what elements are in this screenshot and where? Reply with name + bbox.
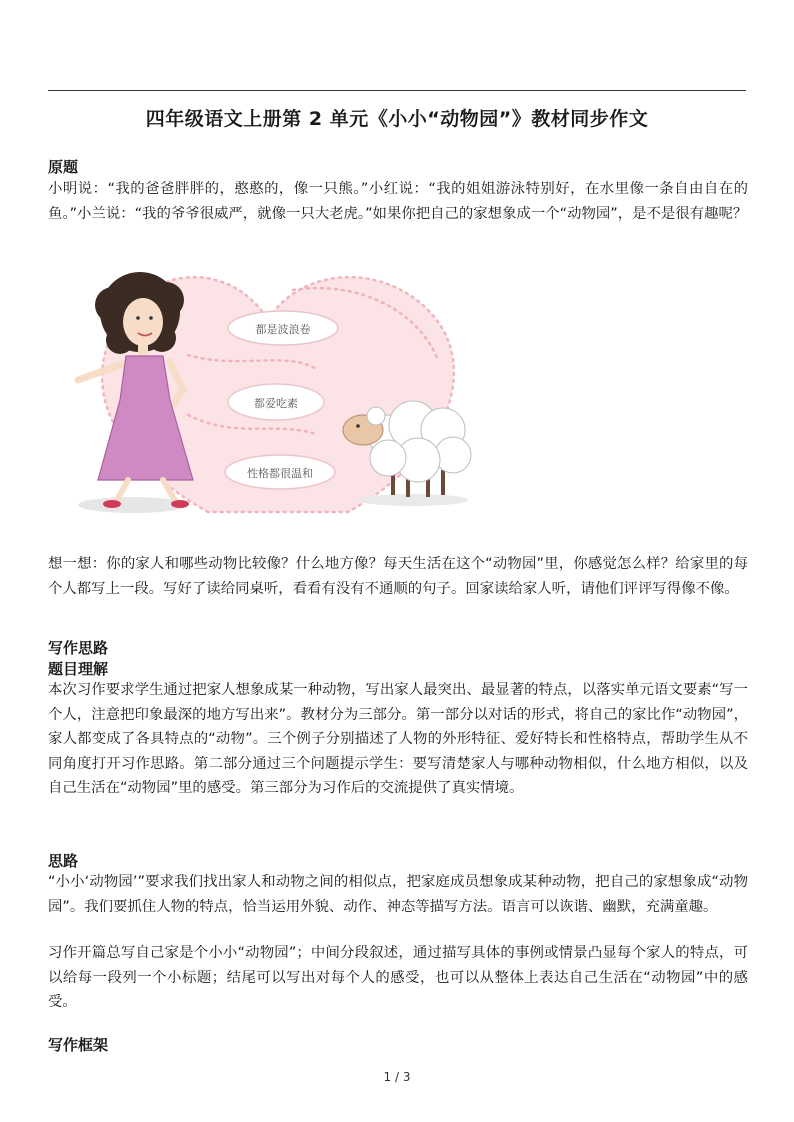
- illustration-label: 都爱吃素: [254, 397, 298, 410]
- approach-text-1: “小小‘动物园’”要求我们找出家人和动物之间的相似点，把家庭成员想象成某种动物，把自己的家想象成“动物园”。我们要抓住人物的特点，恰当运用外貌、动作、神态等描写方法。语言可以诙谐、幽默，充满童趣。: [48, 874, 748, 915]
- think-text: 想一想：你的家人和哪些动物比较像？什么地方像？每天生活在这个“动物园”里，你感觉怎么样？给家里的每个人都写上一段。写好了读给同桌听，看看有没有不通顺的句子。回家读给家人听，请他们评评写得像不像。: [48, 556, 748, 597]
- top-rule: [48, 90, 746, 91]
- label-bubble-gentle: [225, 455, 335, 489]
- approach-heading: 思路: [48, 852, 79, 870]
- topic-understanding-text: 本次习作要求学生通过把家人想象成某一种动物，写出家人最突出、最显著的特点，以落实单元语文要素“写一个人，注意把印象最深的地方写出来”。教材分为三部分。第一部分以对话的形式，将自己的家比作“动物园”，家人都变成了各具特点的“动物”。三个例子分别描述了人物的外形特征、爱好特长和性格特点，帮助学生从不同角度打开习作思路。第二部分通过三个问题提示学生：要写清楚家人与哪种动物相似，什么地方相似，以及自己生活在“动物园”里的感受。第三部分为习作后的交流提供了真实情境。: [48, 682, 748, 796]
- original-heading: 原题: [48, 158, 79, 176]
- framework-heading: 写作框架: [48, 1036, 109, 1054]
- approach-text-2: 习作开篇总写自己家是个小小“动物园”；中间分段叙述，通过描写具体的事例或情景凸显每个家人的特点，可以给每一段列一个小标题；结尾可以写出对每个人的感受，也可以从整体上表达自己生活在“动物园”中的感受。: [48, 945, 748, 1010]
- page-number: 1 / 3: [383, 1070, 411, 1084]
- illustration-label: 性格都很温和: [247, 467, 313, 480]
- label-bubble-vegetarian: [228, 384, 324, 420]
- original-text: 小明说：“我的爸爸胖胖的，憨憨的，像一只熊。”小红说：“我的姐姐游泳特别好，在水里像一条自由自在的鱼。”小兰说：“我的爷爷很威严，就像一只大老虎。”如果你把自己的家想象成一个“动物园”，是不是很有趣呢？: [48, 181, 748, 222]
- topic-understanding-heading: 题目理解: [48, 660, 109, 678]
- label-bubble-wavy-hair: [228, 311, 338, 345]
- writing-ideas-heading: 写作思路: [48, 639, 109, 657]
- illustration-woman-and-sheep: [58, 250, 488, 520]
- illustration-label: 都是波浪卷: [255, 323, 311, 336]
- document-title: 四年级语文上册第 2 单元《小小“动物园”》教材同步作文: [145, 108, 649, 130]
